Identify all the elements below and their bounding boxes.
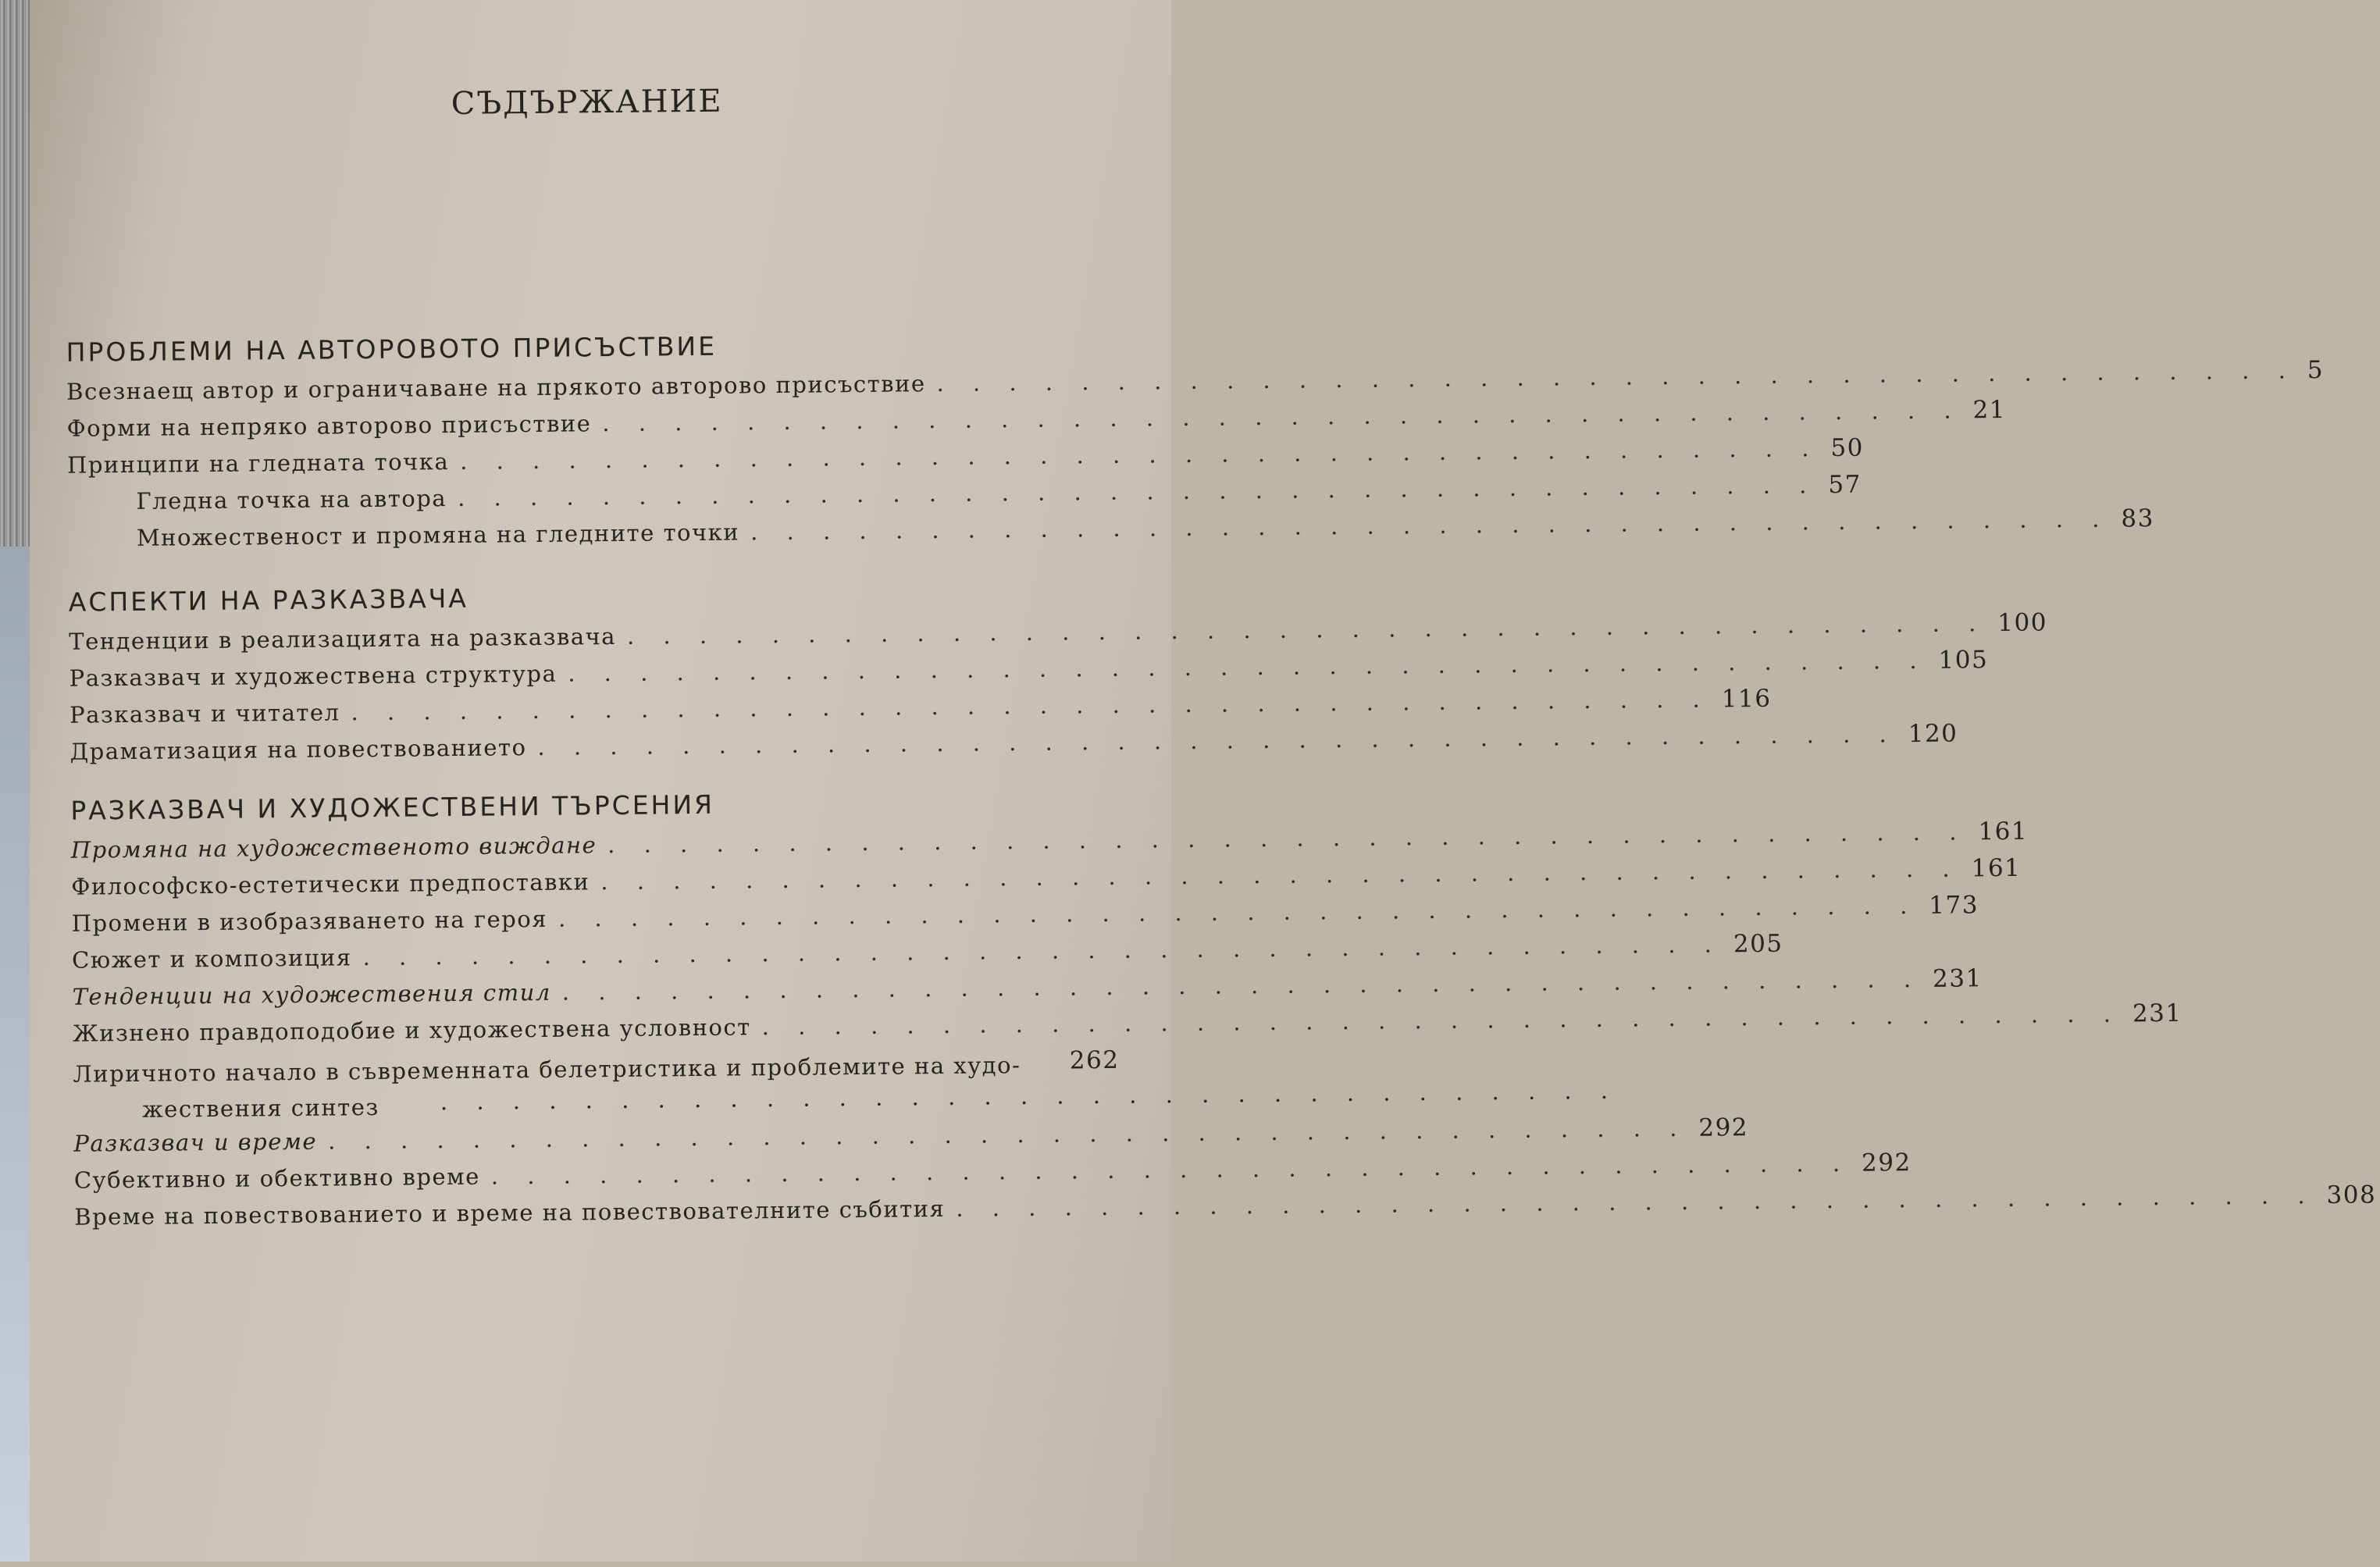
toc-page-number: 173 bbox=[1929, 891, 1979, 920]
toc-entry-label: Принципи на гледната точка bbox=[66, 448, 450, 479]
toc-entry-label: Тенденции в реализацията на разказвача bbox=[69, 623, 617, 655]
toc-page-number: 231 bbox=[2132, 999, 2182, 1028]
toc-page-number: 292 bbox=[1698, 1113, 1749, 1142]
toc-entry-label: Разказвач и читател bbox=[69, 699, 340, 728]
toc-entry-label: Разказвач и художествена структура bbox=[69, 660, 558, 692]
toc-entry-label-continuation: жествения синтез bbox=[141, 1093, 379, 1123]
leader-dots: . . . . . . . . . . . . . . . . . . . . . . . . . . . . . . . . . . . . . . bbox=[600, 855, 1961, 896]
toc-entry-label: Жизнено правдоподобие и художествена условност bbox=[72, 1013, 751, 1047]
toc-page-number: 308 bbox=[2326, 1181, 2377, 1210]
toc-page-number: 120 bbox=[1908, 719, 1958, 749]
toc-page-number: 57 bbox=[1828, 470, 1862, 500]
toc-page-number: 205 bbox=[1733, 929, 1783, 959]
toc-page-number: 161 bbox=[1978, 817, 2029, 846]
toc-entry[interactable] bbox=[73, 1045, 1619, 1130]
toc-entry-label: Форми на непряко авторово присъствие bbox=[66, 410, 592, 442]
toc-entry-label: Драматизация на повествованието bbox=[69, 734, 527, 765]
leader-dots: . . . . . . . . . . . . . . . . . . . . . . . . . . . . . . . . . . . . . . bbox=[607, 818, 1968, 859]
leader-dots: . . . . . . . . . . . . . . . . . . . . . . . . . . . . . . . . . . . . . . bbox=[561, 965, 1922, 1006]
leader-dots: . . . . . . . . . . . . . . . . . . . . . . . . . . . . . . . . . . . . . . bbox=[351, 686, 1711, 726]
leader-dots: . . . . . . . . . . . . . . . . . . . . . . . . . . . . . . . . . . . . . . bbox=[626, 610, 1987, 650]
leader-dots: . . . . . . . . . . . . . . . . . . . . . . . . . . . . . . . . . . . . . . bbox=[362, 931, 1723, 971]
toc-page-number: 116 bbox=[1721, 684, 1772, 714]
toc-entry-label: Субективно и обективно време bbox=[73, 1163, 480, 1194]
toc-section-2 bbox=[68, 577, 2048, 775]
page-title: СЪДЪРЖАНИЕ bbox=[451, 83, 723, 122]
book-page bbox=[30, 0, 2377, 1562]
toc-entry-label: Промяна на художественото виждане bbox=[70, 832, 597, 864]
leader-dots: . . . . . . . . . . . . . . . . . . . . . . . . . . . . . . . . . . . . . . bbox=[460, 435, 1820, 475]
toc-entry-label: Лиричното начало в съвременната белетристика и проблемите на худо- bbox=[73, 1052, 1021, 1088]
toc-page-number: 21 bbox=[1972, 395, 2007, 425]
leader-dots: . . . . . . . . . . . . . . . . . . . . . . . . . . . . . . . . . . . . . . bbox=[602, 397, 1962, 437]
section-heading: ПРОБЛЕМИ НА АВТОРОВОТО ПРИСЪСТВИЕ bbox=[66, 330, 718, 368]
toc-entry-label: Множественост и промяна на гледните точки bbox=[136, 518, 740, 551]
section-heading: РАЗКАЗВАЧ И ХУДОЖЕСТВЕНИ ТЪРСЕНИЯ bbox=[70, 789, 715, 826]
toc-section-1 bbox=[66, 327, 2325, 561]
toc-page-number: 262 bbox=[1069, 1045, 1120, 1075]
toc-page-number: 83 bbox=[2121, 504, 2155, 533]
toc-page-number: 5 bbox=[2307, 355, 2325, 385]
table-of-contents bbox=[62, 0, 2377, 1567]
toc-entry-label: Гледна точка на автора bbox=[136, 485, 447, 515]
toc-page-number: 161 bbox=[1971, 853, 2022, 883]
leader-dots: . . . . . . . . . . . . . . . . . . . . . . . . . . . . . . . . . . . . . . bbox=[327, 1114, 1688, 1155]
leader-dots: . . . . . . . . . . . . . . . . . . . . . . . . . . . . . . . . . . . . . . bbox=[537, 721, 1897, 760]
toc-page-number: 292 bbox=[1861, 1149, 1911, 1177]
leader-dots: . . . . . . . . . . . . . . . . . . . . . . . . . . . . . . . . . . . . . . bbox=[568, 646, 1928, 687]
leader-dots: . . . . . . . . . . . . . . . . . . . . . . . . . . . . . . . . . . . . . . bbox=[490, 1149, 1851, 1190]
leader-dots: . . . . . . . . . . . . . . . . . . . . . . . . . . . . . . . . . . . . . . bbox=[558, 892, 1919, 932]
toc-entry-label: Тенденции на художествения стил bbox=[72, 978, 551, 1010]
adjacent-page-edge bbox=[0, 0, 30, 1562]
leader-dots: . . . . . . . . . . . . . . . . . . . . . . . . . . . . . . . . . . . . . . bbox=[956, 1182, 2316, 1222]
toc-page-number: 231 bbox=[1932, 964, 1983, 993]
leader-dots: . . . . . . . . . . . . . . . . . . . . . . . . . . . . . . . . . . . . . . bbox=[750, 505, 2111, 546]
toc-page-number: 105 bbox=[1938, 646, 1989, 675]
toc-entry-label: Всезнаещ автор и ограничаване на прякото авторово присъствие bbox=[66, 370, 926, 405]
leader-dots: . . . . . . . . . . . . . . . . . . . . . . . . . . . . . . . . . . . . . . bbox=[936, 357, 2296, 397]
leader-dots: . . . . . . . . . . . . . . . . . . . . . . . . . . . . . . . . . . . . . . bbox=[457, 472, 1818, 511]
toc-section-3 bbox=[70, 785, 2377, 1240]
toc-entry-label: Промени в изобразяването на героя bbox=[71, 905, 548, 937]
leader-dots: . . . . . . . . . . . . . . . . . . . . . . . . . . . . . . . . . bbox=[440, 1077, 1619, 1116]
toc-page-number: 100 bbox=[1997, 608, 2048, 638]
leader-dots: . . . . . . . . . . . . . . . . . . . . . . . . . . . . . . . . . . . . . . bbox=[761, 1000, 2122, 1041]
toc-entry-label: Разказвач и време bbox=[73, 1127, 318, 1157]
toc-entry-label: Време на повествованието и време на повествователните събития bbox=[74, 1195, 946, 1230]
toc-page-number: 50 bbox=[1830, 433, 1865, 463]
toc-entry-label: Философско-естетически предпоставки bbox=[71, 868, 590, 900]
section-heading: АСПЕКТИ НА РАЗКАЗВАЧА bbox=[68, 582, 469, 618]
toc-entry-label: Сюжет и композиция bbox=[72, 944, 352, 974]
